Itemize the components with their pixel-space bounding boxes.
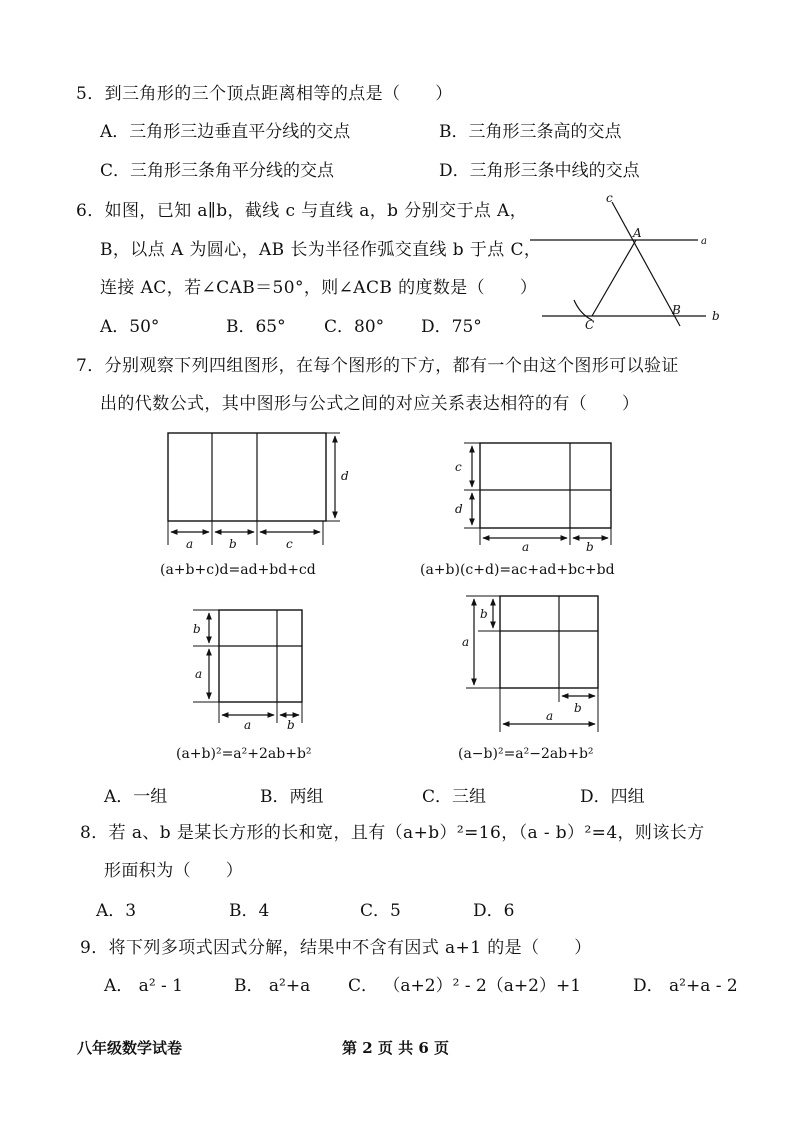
fig2-label-b: b: [586, 540, 594, 554]
q7-fig2-caption: (a+b)(c+d)=ac+ad+bc+bd: [420, 562, 615, 578]
q6-option-b: B．65°: [226, 317, 286, 337]
fig4-label-a-bottom: a: [546, 709, 554, 723]
q7-option-a: A．一组: [104, 787, 168, 807]
q5-option-d: D．三角形三条中线的交点: [439, 161, 640, 181]
fig4-label-a-left: a: [462, 635, 470, 649]
q9-stem: 9．将下列多项式因式分解，结果中不含有因式 a+1 的是（ ）: [80, 938, 592, 958]
arc-c: [574, 300, 592, 320]
q9-option-c: C． （a+2）² - 2（a+2）+1: [348, 976, 582, 996]
q7-option-d: D．四组: [580, 787, 645, 807]
fig3-label-b-left: b: [193, 622, 201, 636]
fig1-label-a: a: [186, 537, 194, 551]
fig1-label-d: d: [341, 469, 349, 483]
q6-option-a: A．50°: [100, 317, 160, 337]
q8-option-d: D．6: [473, 901, 515, 921]
q7-line1: 7．分别观察下列四组图形，在每个图形的下方，都有一个由这个图形可以验证: [76, 356, 679, 376]
q6-figure: [530, 190, 730, 340]
q6-line3: 连接 AC，若∠CAB＝50°，则∠ACB 的度数是（ ）: [100, 278, 538, 298]
q7-figure-2: [446, 438, 626, 553]
q8-option-c: C．5: [360, 901, 401, 921]
q9-option-d: D． a²+a - 2: [633, 976, 738, 996]
q8-option-a: A．3: [96, 901, 137, 921]
segment-ac: [592, 240, 636, 316]
q8-line1: 8．若 a、b 是某长方形的长和宽，且有（a+b）²=16，（a - b）²=4，则该长方: [80, 823, 705, 843]
q6-option-c: C．80°: [324, 317, 385, 337]
fig3-label-a-bottom: a: [244, 718, 252, 732]
label-c: c: [606, 191, 613, 205]
q5-option-b: B．三角形三条高的交点: [439, 122, 622, 142]
q9-option-b: B． a²+a: [234, 976, 311, 996]
q7-option-c: C．三组: [422, 787, 487, 807]
fig3-label-b-bottom: b: [287, 718, 295, 732]
fig4-label-b-left: b: [480, 607, 488, 621]
q5-stem: 5．到三角形的三个顶点距离相等的点是（ ）: [76, 84, 453, 104]
q7-fig3-caption: (a+b)²=a²+2ab+b²: [176, 746, 312, 762]
q6-line1: 6．如图，已知 a∥b，截线 c 与直线 a，b 分别交于点 A，: [76, 201, 528, 221]
q7-option-b: B．两组: [260, 787, 324, 807]
q7-figure-3: [185, 605, 325, 735]
q7-line2: 出的代数公式，其中图形与公式之间的对应关系表达相符的有（ ）: [100, 394, 640, 414]
q6-option-d: D．75°: [421, 317, 482, 337]
fig2-label-d: d: [455, 502, 463, 516]
label-point-c: C: [585, 318, 595, 332]
fig2-label-a: a: [522, 540, 530, 554]
fig2-label-c: c: [455, 460, 462, 474]
label-b: b: [712, 309, 720, 323]
fig3-label-a-left: a: [195, 667, 203, 681]
footer-exam-name: 八年级数学试卷: [77, 1039, 183, 1057]
label-a: a: [701, 236, 707, 247]
q8-line2: 形面积为（ ）: [104, 861, 244, 881]
q9-option-a: A． a² - 1: [104, 976, 183, 996]
q6-line2: B，以点 A 为圆心，AB 长为半径作弧交直线 b 于点 C，: [100, 240, 542, 260]
q7-fig1-caption: (a+b+c)d=ad+bd+cd: [160, 562, 316, 578]
q7-figure-1: [160, 428, 360, 553]
q5-option-c: C．三角形三条角平分线的交点: [100, 161, 335, 181]
footer-page-number: 第 2 页 共 6 页: [342, 1039, 449, 1057]
label-point-a: A: [633, 226, 642, 240]
q7-figure-4: [456, 590, 616, 740]
q8-option-b: B．4: [229, 901, 270, 921]
label-point-b: B: [672, 303, 681, 317]
fig1-label-b: b: [229, 537, 237, 551]
fig1-label-c: c: [286, 537, 293, 551]
q7-fig4-caption: (a−b)²=a²−2ab+b²: [458, 746, 594, 762]
q5-option-a: A．三角形三边垂直平分线的交点: [100, 122, 351, 142]
fig4-label-b-inner: b: [574, 701, 582, 715]
